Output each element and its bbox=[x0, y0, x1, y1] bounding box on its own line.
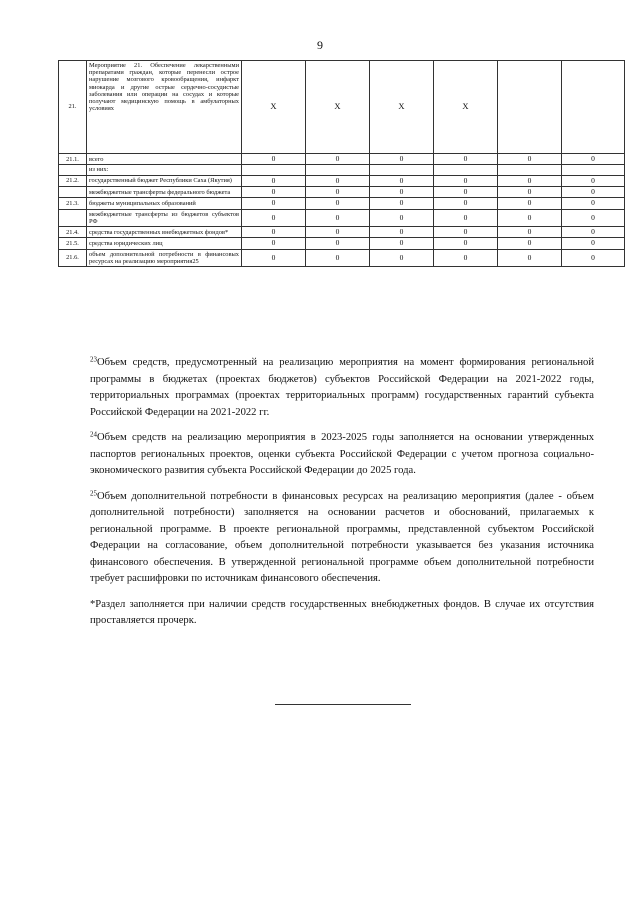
value-cell bbox=[562, 165, 625, 175]
value-cell: 0 bbox=[498, 227, 562, 238]
value-cell: 0 bbox=[242, 154, 306, 165]
value-cell: 0 bbox=[306, 186, 370, 197]
row-description: бюджеты муниципальных образований bbox=[87, 198, 242, 209]
row-number: 21.3. bbox=[59, 198, 87, 209]
value-cell: 0 bbox=[306, 227, 370, 238]
footnote-mark: 25 bbox=[90, 489, 97, 497]
value-cell: X bbox=[370, 61, 434, 154]
table-row bbox=[59, 154, 625, 165]
value-cell: 0 bbox=[242, 238, 306, 249]
table-row bbox=[59, 249, 625, 266]
value-cell: 0 bbox=[434, 198, 498, 209]
row-number: 21.1. bbox=[59, 154, 87, 165]
value-cell bbox=[498, 61, 562, 154]
table-row bbox=[59, 175, 625, 186]
value-cell: 0 bbox=[306, 198, 370, 209]
value-cell: 0 bbox=[434, 154, 498, 165]
value-cell: 0 bbox=[562, 238, 625, 249]
value-cell: 0 bbox=[498, 238, 562, 249]
value-cell: 0 bbox=[562, 175, 625, 186]
table-row bbox=[59, 186, 625, 197]
row-description: государственный бюджет Республики Саха (Якутия) bbox=[87, 175, 242, 186]
value-cell: 0 bbox=[370, 175, 434, 186]
footnote bbox=[90, 597, 594, 630]
row-description: всего bbox=[87, 154, 242, 165]
table-row bbox=[59, 198, 625, 209]
value-cell bbox=[242, 165, 306, 175]
table-row bbox=[59, 61, 625, 154]
table-row bbox=[59, 165, 625, 175]
footnote-text: Объем дополнительной потребности в финансовых ресурсах на реализацию мероприятия (далее - объем дополнительной потребности) заполняется на основании расчетов и обоснований, прилагаемых к региональной программе. В проекте региональной программы, представленной субъектом Российской Федерации на согласование, объем дополнительной потребности указывается без указания источника финансового обеспечения. В утвержденной региональной программе объем дополнительной потребности требует расшифровки по источникам финансового обеспечения. bbox=[90, 490, 594, 584]
value-cell: 0 bbox=[434, 175, 498, 186]
value-cell bbox=[306, 165, 370, 175]
value-cell: 0 bbox=[242, 186, 306, 197]
value-cell: 0 bbox=[562, 186, 625, 197]
footnote-text: Объем средств на реализацию мероприятия в 2023-2025 годы заполняется на основании утвержденных паспортов региональных проектов, оценки субъекта Российской Федерации с учетом прогноза социально-экономического развития субъекта Российской Федерации до 2025 года. bbox=[90, 432, 594, 476]
footnote-divider bbox=[275, 704, 411, 705]
value-cell: 0 bbox=[498, 249, 562, 266]
value-cell: 0 bbox=[370, 238, 434, 249]
value-cell: 0 bbox=[306, 238, 370, 249]
value-cell: 0 bbox=[498, 175, 562, 186]
table-row bbox=[59, 238, 625, 249]
footnotes bbox=[90, 355, 594, 639]
row-description: межбюджетные трансферты федерального бюджета bbox=[87, 186, 242, 197]
value-cell: 0 bbox=[242, 198, 306, 209]
value-cell: X bbox=[306, 61, 370, 154]
value-cell: 0 bbox=[306, 249, 370, 266]
value-cell: 0 bbox=[562, 249, 625, 266]
footnote bbox=[90, 489, 594, 588]
value-cell: X bbox=[434, 61, 498, 154]
value-cell: 0 bbox=[306, 154, 370, 165]
row-number: 21.4. bbox=[59, 227, 87, 238]
value-cell: 0 bbox=[370, 227, 434, 238]
row-number bbox=[59, 186, 87, 197]
value-cell: 0 bbox=[434, 227, 498, 238]
row-number: 21. bbox=[59, 61, 87, 154]
row-description: Мероприятие 21. Обеспечение лекарственными препаратами граждан, которые перенесли острое нарушение мозгового кровообращения, инфаркт миокарда и другие острые сердечно-сосудистые заболевания или операции на сосудах и которые получают медицинскую помощь в амбулаторных условиях bbox=[87, 61, 242, 154]
value-cell: 0 bbox=[434, 238, 498, 249]
value-cell bbox=[562, 61, 625, 154]
row-description: средства государственных внебюджетных фондов* bbox=[87, 227, 242, 238]
value-cell: 0 bbox=[370, 154, 434, 165]
footnote bbox=[90, 355, 594, 421]
row-number: 21.2. bbox=[59, 175, 87, 186]
footnote bbox=[90, 430, 594, 480]
value-cell: 0 bbox=[434, 209, 498, 226]
value-cell: 0 bbox=[562, 198, 625, 209]
footnote-text: *Раздел заполняется при наличии средств государственных внебюджетных фондов. В случае их отсутствия проставляется прочерк. bbox=[90, 598, 594, 626]
table-row bbox=[59, 227, 625, 238]
value-cell: 0 bbox=[370, 198, 434, 209]
footnote-mark: 23 bbox=[90, 355, 97, 364]
row-number: 21.5. bbox=[59, 238, 87, 249]
value-cell: 0 bbox=[242, 209, 306, 226]
value-cell: 0 bbox=[370, 249, 434, 266]
value-cell: 0 bbox=[434, 249, 498, 266]
value-cell: X bbox=[242, 61, 306, 154]
value-cell: 0 bbox=[242, 227, 306, 238]
row-number bbox=[59, 209, 87, 226]
value-cell bbox=[370, 165, 434, 175]
value-cell: 0 bbox=[562, 154, 625, 165]
row-description: объем дополнительной потребности в финансовых ресурсах на реализацию мероприятия25 bbox=[87, 249, 242, 266]
value-cell: 0 bbox=[242, 175, 306, 186]
row-description: средства юридических лиц bbox=[87, 238, 242, 249]
value-cell: 0 bbox=[498, 198, 562, 209]
value-cell: 0 bbox=[498, 154, 562, 165]
table-row bbox=[59, 209, 625, 226]
row-description: межбюджетные трансферты из бюджетов субъектов РФ bbox=[87, 209, 242, 226]
value-cell bbox=[434, 165, 498, 175]
value-cell: 0 bbox=[562, 227, 625, 238]
row-description: из них: bbox=[87, 165, 242, 175]
page-number: 9 bbox=[317, 38, 323, 52]
value-cell: 0 bbox=[498, 186, 562, 197]
funding-table bbox=[58, 60, 625, 267]
row-number bbox=[59, 165, 87, 175]
value-cell: 0 bbox=[562, 209, 625, 226]
value-cell: 0 bbox=[370, 186, 434, 197]
value-cell: 0 bbox=[242, 249, 306, 266]
row-number: 21.6. bbox=[59, 249, 87, 266]
value-cell: 0 bbox=[306, 175, 370, 186]
value-cell: 0 bbox=[370, 209, 434, 226]
value-cell: 0 bbox=[306, 209, 370, 226]
footnote-mark: 24 bbox=[90, 430, 97, 439]
value-cell: 0 bbox=[434, 186, 498, 197]
value-cell bbox=[498, 165, 562, 175]
value-cell: 0 bbox=[498, 209, 562, 226]
footnote-text: Объем средств, предусмотренный на реализацию мероприятия на момент формирования региональной программы в бюджетах (проектах бюджетов) субъектов Российской Федерации на 2021-2022 годы, территориальных программах (проектах территориальных программ) государственных гарантий субъекта Российской Федерации на 2021-2022 гг. bbox=[90, 357, 594, 418]
